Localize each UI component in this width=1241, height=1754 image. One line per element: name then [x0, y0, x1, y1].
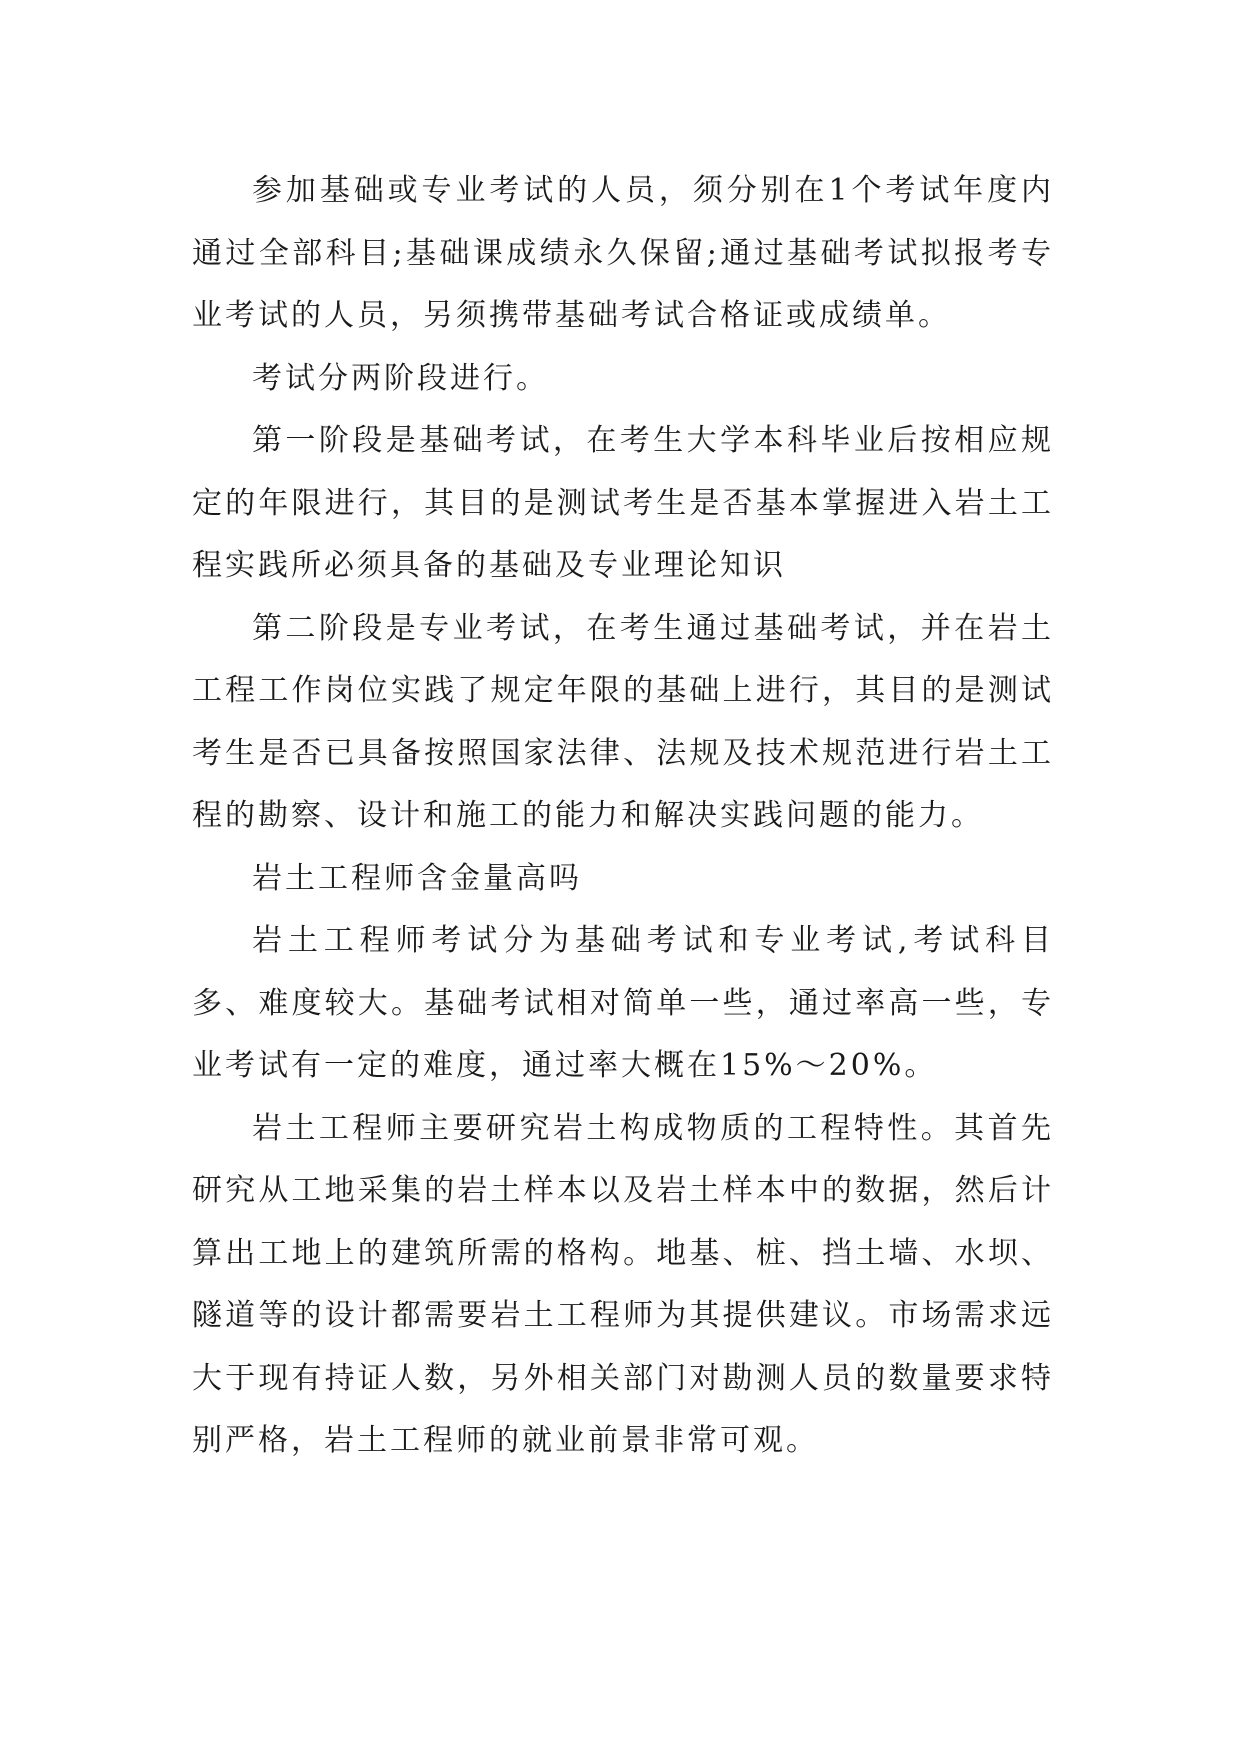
- paragraph-stage-one: 第一阶段是基础考试，在考生大学本科毕业后按相应规定的年限进行，其目的是测试考生是否基本掌握进入岩土工程实践所必须具备的基础及专业理论知识: [192, 423, 1054, 583]
- paragraph-career-prospects: 岩土工程师主要研究岩土构成物质的工程特性。其首先研究从工地采集的岩土样本以及岩土样本中的数据，然后计算出工地上的建筑所需的格构。地基、桩、挡土墙、水坝、隧道等的设计都需要岩土工程师为其提供建议。市场需求远大于现有持证人数，另外相关部门对勘测人员的数量要求特别严格，岩土工程师的就业前景非常可观。: [192, 1110, 1054, 1458]
- paragraph-exam-requirements: 参加基础或专业考试的人员，须分别在1个考试年度内通过全部科目;基础课成绩永久保留;通过基础考试拟报考专业考试的人员，另须携带基础考试合格证或成绩单。: [192, 173, 1054, 333]
- paragraph-exam-difficulty: 岩土工程师考试分为基础考试和专业考试,考试科目多、难度较大。基础考试相对简单一些，通过率高一些，专业考试有一定的难度，通过率大概在15%～20%。: [192, 923, 1054, 1083]
- paragraph-stage-two: 第二阶段是专业考试，在考生通过基础考试，并在岩土工程工作岗位实践了规定年限的基础上进行，其目的是测试考生是否已具备按照国家法律、法规及技术规范进行岩土工程的勘察、设计和施工的能力和解决实践问题的能力。: [192, 610, 1054, 833]
- section-heading: 岩土工程师含金量高吗: [252, 860, 582, 896]
- paragraph-two-stages: 考试分两阶段进行。: [252, 360, 549, 396]
- document-body: [192, 160, 1054, 1473]
